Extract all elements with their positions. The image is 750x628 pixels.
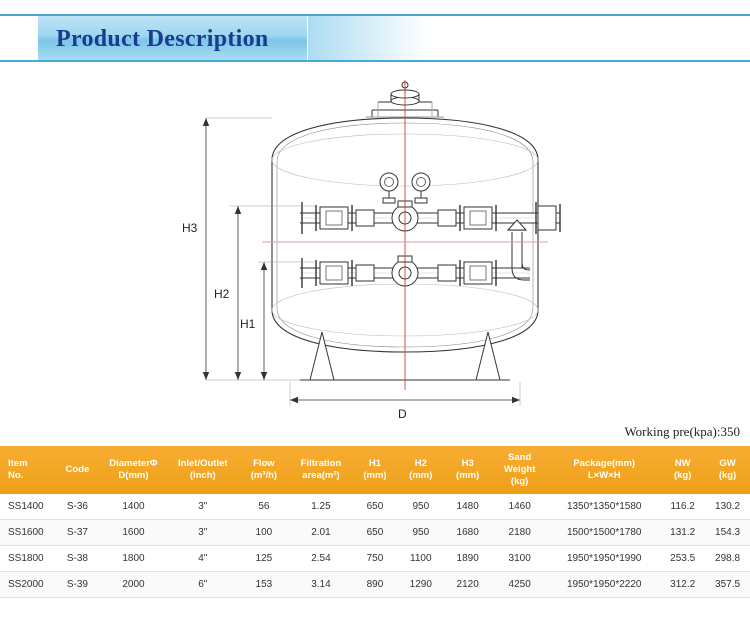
column-header-h3: H3 (mm) (444, 446, 491, 494)
dimension-label-h2: H2 (214, 287, 230, 301)
cell-item-no: SS1400 (0, 494, 55, 520)
column-header-code: Code (55, 446, 100, 494)
cell-h3: 1680 (444, 520, 491, 546)
cell-code: S-36 (55, 494, 100, 520)
cell-package: 1350*1350*1580 (548, 494, 660, 520)
cell-h1: 650 (353, 520, 398, 546)
header-bottom-rule (0, 60, 750, 62)
working-pressure-note: Working pre(kpa):350 (624, 424, 740, 439)
cell-item-no: SS2000 (0, 572, 55, 598)
cell-filtration-area: 2.01 (289, 520, 352, 546)
column-header-package: Package(mm) L×W×H (548, 446, 660, 494)
cell-package: 1950*1950*1990 (548, 546, 660, 572)
table-row (0, 520, 750, 546)
cell-filtration-area: 2.54 (289, 546, 352, 572)
column-header-gw: GW (kg) (705, 446, 750, 494)
cell-code: S-38 (55, 546, 100, 572)
cell-code: S-37 (55, 520, 100, 546)
header-banner (0, 14, 750, 62)
cell-h2: 1100 (397, 546, 444, 572)
column-header-h1: H1 (mm) (353, 446, 398, 494)
table-row (0, 494, 750, 520)
cell-h2: 950 (397, 494, 444, 520)
cell-diameter: 1600 (100, 520, 167, 546)
cell-inlet-outlet: 3" (167, 494, 238, 520)
cell-gw: 154.3 (705, 520, 750, 546)
cell-sand-weight: 4250 (491, 572, 548, 598)
table-row (0, 546, 750, 572)
column-header-nw: NW (kg) (660, 446, 705, 494)
cell-h3: 1480 (444, 494, 491, 520)
cell-nw: 253.5 (660, 546, 705, 572)
cell-h3: 1890 (444, 546, 491, 572)
dimension-label-h3: H3 (182, 221, 198, 235)
cell-item-no: SS1800 (0, 546, 55, 572)
column-header-filtration-area: Filtration area(m²) (289, 446, 352, 494)
cell-h2: 1290 (397, 572, 444, 598)
column-header-item-no: Item No. (0, 446, 55, 494)
cell-package: 1950*1950*2220 (548, 572, 660, 598)
column-header-diameter: DiameterΦ D(mm) (100, 446, 167, 494)
page-title: Product Description (56, 26, 269, 52)
cell-flow: 100 (238, 520, 289, 546)
cell-nw: 312.2 (660, 572, 705, 598)
column-header-sand-weight: Sand Weight (kg) (491, 446, 548, 494)
cell-diameter: 2000 (100, 572, 167, 598)
column-header-h2: H2 (mm) (397, 446, 444, 494)
cell-item-no: SS1600 (0, 520, 55, 546)
technical-drawing (0, 70, 750, 420)
cell-h1: 650 (353, 494, 398, 520)
cell-h2: 950 (397, 520, 444, 546)
cell-gw: 357.5 (705, 572, 750, 598)
cell-flow: 153 (238, 572, 289, 598)
cell-flow: 125 (238, 546, 289, 572)
cell-sand-weight: 2180 (491, 520, 548, 546)
cell-diameter: 1400 (100, 494, 167, 520)
dimension-label-h1: H1 (240, 317, 256, 331)
dimension-label-d: D (398, 407, 407, 420)
cell-nw: 131.2 (660, 520, 705, 546)
cell-inlet-outlet: 4" (167, 546, 238, 572)
cell-h1: 750 (353, 546, 398, 572)
table-row (0, 572, 750, 598)
cell-sand-weight: 1460 (491, 494, 548, 520)
column-header-flow: Flow (m³/h) (238, 446, 289, 494)
cell-inlet-outlet: 3" (167, 520, 238, 546)
cell-diameter: 1800 (100, 546, 167, 572)
cell-h1: 890 (353, 572, 398, 598)
cell-gw: 130.2 (705, 494, 750, 520)
cell-filtration-area: 3.14 (289, 572, 352, 598)
specification-table (0, 446, 750, 598)
cell-nw: 116.2 (660, 494, 705, 520)
table-header-row (0, 446, 750, 494)
cell-sand-weight: 3100 (491, 546, 548, 572)
column-header-inlet-outlet: Inlet/Outlet (inch) (167, 446, 238, 494)
cell-filtration-area: 1.25 (289, 494, 352, 520)
cell-package: 1500*1500*1780 (548, 520, 660, 546)
header-title-fade (308, 16, 428, 60)
cell-gw: 298.8 (705, 546, 750, 572)
cell-code: S-39 (55, 572, 100, 598)
cell-h3: 2120 (444, 572, 491, 598)
cell-flow: 56 (238, 494, 289, 520)
cell-inlet-outlet: 6" (167, 572, 238, 598)
